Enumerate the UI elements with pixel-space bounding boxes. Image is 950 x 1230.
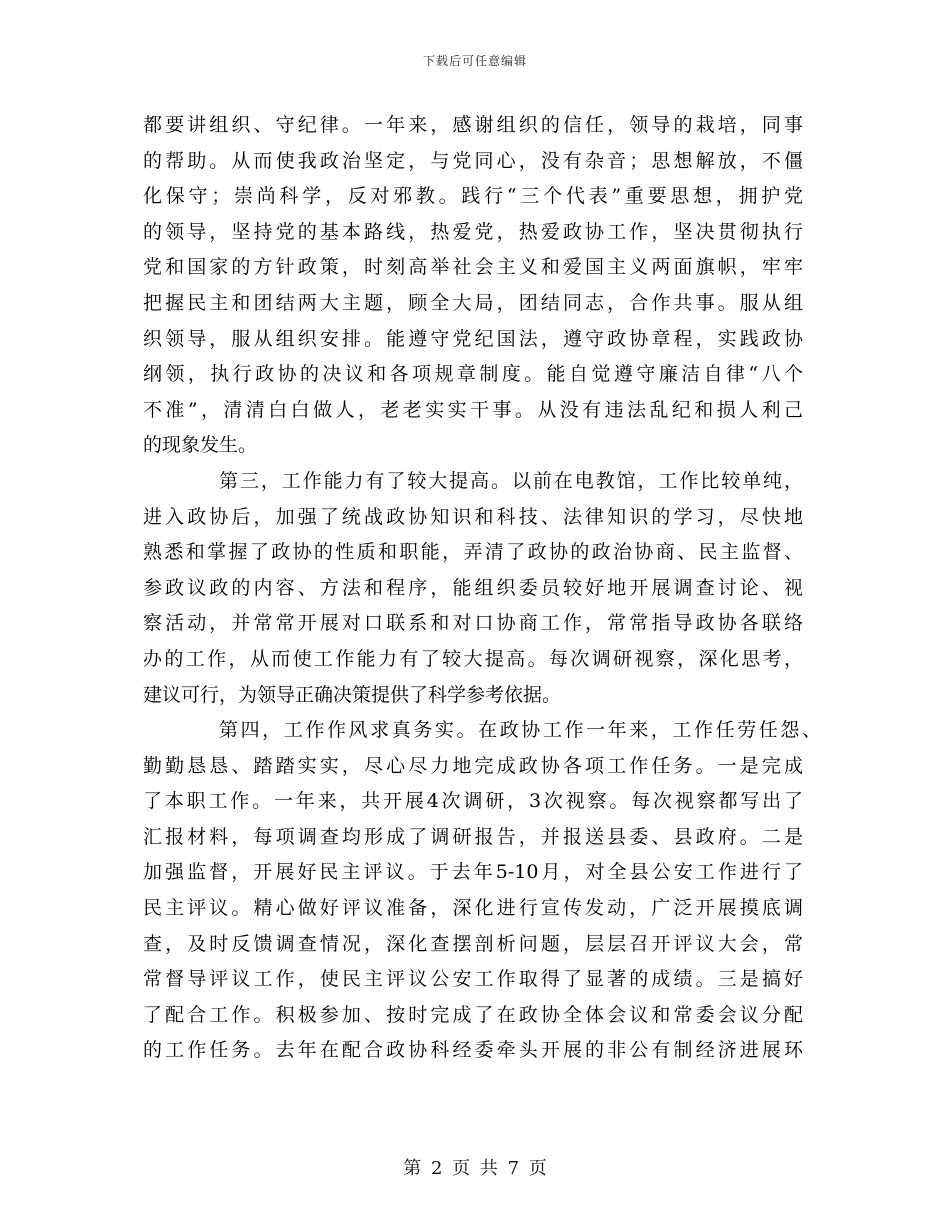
document-body (143, 108, 821, 1069)
body-line: 进入政协后，加强了统战政协知识和科技、法律知识的学习，尽快地 (143, 505, 803, 528)
body-line: 察活动，并常常开展对口联系和对口协商工作，常常指导政协各联络 (143, 612, 803, 635)
body-line: 勤勤恳恳、踏踏实实，尽心尽力地完成政协各项工作任务。一是完成 (143, 754, 803, 777)
body-line: 党和国家的方针政策，时刻高举社会主义和爱国主义两面旗帜，牢牢 (143, 256, 803, 279)
paragraph-start-line: 第四，工作作风求真务实。在政协工作一年来，工作任劳任怨、 (219, 719, 821, 742)
body-line: 都要讲组织、守纪律。一年来，感谢组织的信任，领导的栽培，同事 (143, 114, 803, 136)
body-line: 织领导，服从组织安排。能遵守党纪国法，遵守政协章程，实践政协 (143, 327, 803, 350)
body-line: 办的工作，从而使工作能力有了较大提高。每次调研视察，深化思考， (143, 647, 803, 670)
body-line: 常督导评议工作，使民主评议公安工作取得了显著的成绩。三是搞好 (143, 968, 803, 991)
body-line: 纲领，执行政协的决议和各项规章制度。能自觉遵守廉洁自律“八个 (143, 363, 803, 386)
body-line: 汇报材料，每项调查均形成了调研报告，并报送县委、县政府。二是 (143, 825, 803, 848)
body-line: 不准”，清清白白做人，老老实实干事。从没有违法乱纪和损人利己 (143, 398, 803, 421)
body-line: 化保守；崇尚科学，反对邪教。践行“三个代表”重要思想，拥护党 (143, 185, 803, 208)
body-line: 建议可行，为领导正确决策提供了科学参考依据。 (143, 683, 562, 706)
page-header: 下载后可任意编辑 (422, 54, 527, 68)
body-line: 参政议政的内容、方法和程序，能组织委员较好地开展调查讨论、视 (143, 576, 803, 599)
body-line: 了本职工作。一年来，共开展4次调研，3次视察。每次视察都写出了 (143, 790, 803, 813)
body-line: 了配合工作。积极参加、按时完成了在政协全体会议和常委会议分配 (143, 1003, 803, 1026)
body-line: 民主评议。精心做好评议准备，深化进行宣传发动，广泛开展摸底调 (143, 897, 803, 920)
body-line: 熟悉和掌握了政协的性质和职能，弄清了政协的政治协商、民主监督、 (143, 541, 803, 564)
body-line: 的现象发生。 (143, 434, 258, 457)
body-line: 的工作任务。去年在配合政协科经委牵头开展的非公有制经济进展环 (143, 1039, 803, 1062)
page-number-footer: 第 2 页 共 7 页 (403, 1158, 547, 1179)
body-line: 的领导，坚持党的基本路线，热爱党，热爱政协工作，坚决贯彻执行 (143, 220, 803, 243)
body-line: 查，及时反馈调查情况，深化查摆剖析问题，层层召开评议大会，常 (143, 932, 803, 955)
body-line: 把握民主和团结两大主题，顾全大局，团结同志，合作共事。服从组 (143, 291, 803, 314)
body-line: 加强监督，开展好民主评议。于去年5-10月，对全县公安工作进行了 (143, 861, 803, 884)
body-line: 的帮助。从而使我政治坚定，与党同心，没有杂音；思想解放，不僵 (143, 149, 803, 172)
paragraph-start-line: 第三，工作能力有了较大提高。以前在电教馆，工作比较单纯， (219, 469, 803, 492)
